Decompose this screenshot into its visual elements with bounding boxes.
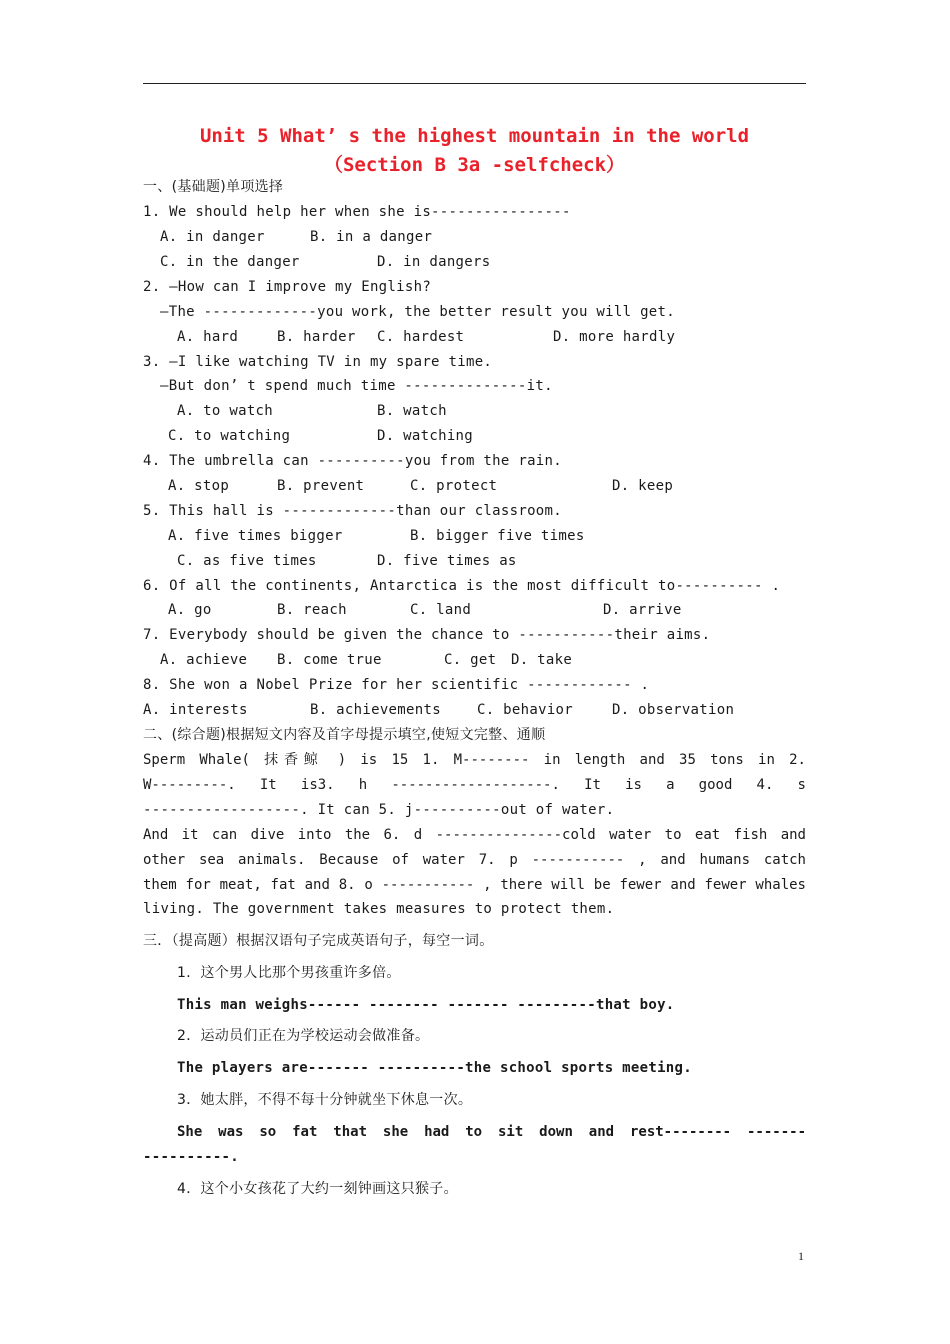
q2-option-d: D. more hardly <box>553 329 676 345</box>
q4-option-c: C. protect <box>410 478 498 494</box>
s3-item-2-chinese: 2．运动员们正在为学校运动会做准备。 <box>177 1028 430 1044</box>
q8-option-c: C. behavior <box>477 702 574 718</box>
q8-option-a: A. interests <box>143 702 248 718</box>
section-1-heading: 一、(基础题)单项选择 <box>143 179 284 195</box>
s3-item-1-english: This man weighs------ -------- ------- ---------that boy. <box>177 997 675 1013</box>
q5-stem: 5. This hall is -------------than our classroom. <box>143 503 562 519</box>
q3-option-b: B. watch <box>377 403 447 419</box>
header-rule <box>143 83 806 84</box>
q1-option-b: B. in a danger <box>310 229 433 245</box>
q1-stem: 1. We should help her when she is---------------- <box>143 204 571 220</box>
s3-item-4-chinese: 4．这个小女孩花了大约一刻钟画这只猴子。 <box>177 1181 458 1197</box>
q7-option-c: C. get <box>444 652 497 668</box>
q3-option-a: A. to watch <box>177 403 274 419</box>
q4-option-d: D. keep <box>612 478 674 494</box>
q6-stem: 6. Of all the continents, Antarctica is the most difficult to---------- . <box>143 578 781 594</box>
passage-line-5: other sea animals. Because of water 7. p ----------- , and humans catch <box>143 852 806 868</box>
q3-stem-2: —But don’ t spend much time --------------it. <box>160 378 553 394</box>
q7-option-b: B. come true <box>277 652 382 668</box>
section-3-heading: 三．（提高题）根据汉语句子完成英语句子，每空一词。 <box>143 933 494 949</box>
q4-stem: 4. The umbrella can ----------you from the rain. <box>143 453 562 469</box>
q1-option-c: C. in the danger <box>160 254 300 270</box>
q8-option-d: D. observation <box>612 702 735 718</box>
s3-item-1-chinese: 1．这个男人比那个男孩重许多倍。 <box>177 965 401 981</box>
q1-option-a: A. in danger <box>160 229 265 245</box>
q2-option-c: C. hardest <box>377 329 465 345</box>
q4-option-b: B. prevent <box>277 478 365 494</box>
s3-item-2-english: The players are------- ----------the school sports meeting. <box>177 1060 692 1076</box>
section-2-heading: 二、(综合题)根据短文内容及首字母提示填空,使短文完整、通顺 <box>143 727 546 743</box>
s3-item-3-chinese: 3．她太胖，不得不每十分钟就坐下休息一次。 <box>177 1092 473 1108</box>
passage-line-6: them for meat, fat and 8. o ----------- , there will be fewer and fewer whales <box>143 877 806 893</box>
q7-option-d: D. take <box>511 652 573 668</box>
title-line-1: Unit 5 What’ s the highest mountain in the world <box>199 125 750 147</box>
passage-line-2: W---------. It is3. h -------------------. It is a good 4. s <box>143 777 806 793</box>
q7-option-a: A. achieve <box>160 652 248 668</box>
page-number: 1 <box>798 1249 804 1263</box>
q6-option-d: D. arrive <box>603 602 682 618</box>
q8-stem: 8. She won a Nobel Prize for her scientific ------------ . <box>143 677 650 693</box>
q3-option-c: C. to watching <box>168 428 291 444</box>
passage-line-3: ------------------. It can 5. j----------out of water. <box>143 802 615 818</box>
q3-option-d: D. watching <box>377 428 474 444</box>
q5-option-c: C. as five times <box>177 553 317 569</box>
s3-item-3-english: She was so fat that she had to sit down and rest-------- ------- <box>177 1124 806 1140</box>
q7-stem: 7. Everybody should be given the chance to -----------their aims. <box>143 627 711 643</box>
q1-option-d: D. in dangers <box>377 254 491 270</box>
passage-line-1: Sperm Whale( 抹香鲸 ) is 15 1. M-------- in length and 35 tons in 2. <box>143 752 806 768</box>
s3-item-3-english-cont: ----------. <box>143 1149 240 1165</box>
passage-line-7: living. The government takes measures to protect them. <box>143 901 615 917</box>
q2-option-b: B. harder <box>277 329 356 345</box>
q5-option-b: B. bigger five times <box>410 528 585 544</box>
q3-stem: 3. —I like watching TV in my spare time. <box>143 354 493 370</box>
q5-option-d: D. five times as <box>377 553 517 569</box>
q6-option-b: B. reach <box>277 602 347 618</box>
q2-option-a: A. hard <box>177 329 239 345</box>
q6-option-a: A. go <box>168 602 212 618</box>
q4-option-a: A. stop <box>168 478 230 494</box>
q8-option-b: B. achievements <box>310 702 441 718</box>
passage-line-4: And it can dive into the 6. d ---------------cold water to eat fish and <box>143 827 806 843</box>
q6-option-c: C. land <box>410 602 472 618</box>
title-line-2: （Section B 3a -selfcheck） <box>323 154 626 176</box>
q5-option-a: A. five times bigger <box>168 528 343 544</box>
q2-stem-2: —The -------------you work, the better result you will get. <box>160 304 675 320</box>
q2-stem: 2. —How can I improve my English? <box>143 279 432 295</box>
